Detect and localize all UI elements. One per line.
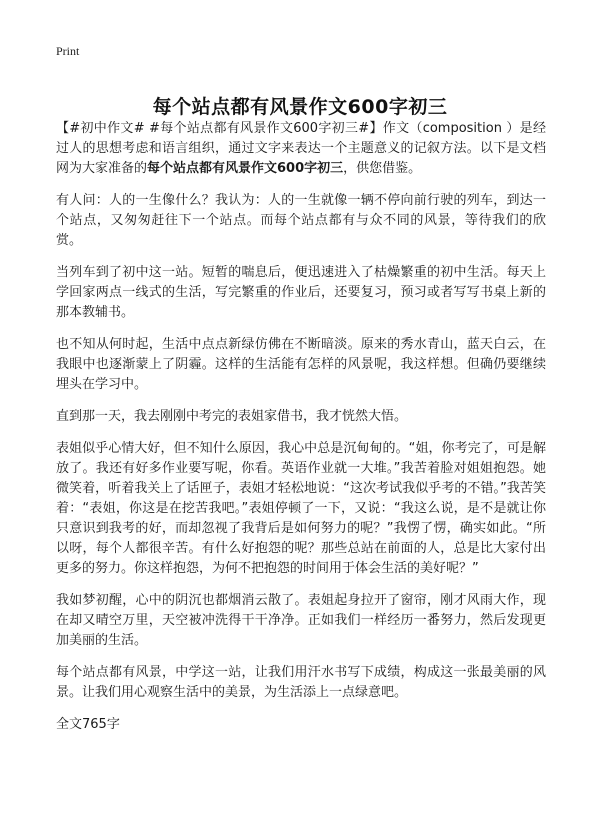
paragraph: 表姐似乎心情大好，但不知什么原因，我心中总是沉甸甸的。“姐，你考完了，可是解放了。我还有好多作业要写呢，你看。英语作业就一大堆。”我苦着脸对姐姐抱怨。她微笑着，听着我关上了话匣子，表姐才轻松地说：“这次考试我似乎考的不错。”我苦笑着：“表姐，你这是在挖苦我吧。”表姐停顿了一下，又说：“我这么说，是不是就让你只意识到我考的好，而却忽视了我背后是如何努力的呢？”我愣了愣，确实如此。“所以呀，每个人都很辛苦。有什么好抱怨的呢？那些总站在前面的人，总是比大家付出更多的努力。你这样抱怨，为何不把抱怨的时间用于体会生活的美好呢？”	[56, 441, 546, 576]
intro-tag: 【#初中作文# #每个站点都有风景作文600字初三#】	[56, 121, 383, 136]
article-body	[56, 119, 546, 735]
paragraph: 我如梦初醒，心中的阴沉也都烟消云散了。表姐起身拉开了窗帘，刚才风雨大作，现在却又晴空万里，天空被冲洗得干干净净。正如我们一样经历一番努力，然后发现更加美丽的生活。	[56, 593, 546, 648]
page-title: 每个站点都有风景作文600字初三	[152, 95, 448, 118]
word-count: 全文765字	[56, 717, 120, 732]
paragraph: 直到那一天，我去刚刚中考完的表姐家借书，我才恍然大悟。	[56, 409, 408, 424]
intro-paragraph	[56, 119, 546, 179]
paragraph: 每个站点都有风景，中学这一站，让我们用汗水书写下成绩，构成这一张最美丽的风景。让我们用心观察生活中的美景，为生活添上一点绿意吧。	[56, 665, 546, 700]
print-link[interactable]: Print	[56, 44, 80, 58]
intro-bold-title: 每个站点都有风景作文600字初三	[147, 161, 344, 176]
paragraph: 也不知从何时起，生活中点点新绿仿佛在不断暗淡。原来的秀水青山，蓝天白云，在我眼中也逐渐蒙上了阴霾。这样的生活能有怎样的风景呢，我这样想。但确仍要继续埋头在学习中。	[56, 337, 546, 392]
intro-ending: ，供您借鉴。	[343, 161, 422, 176]
paragraph: 当列车到了初中这一站。短暂的喘息后，便迅速进入了枯燥繁重的初中生活。每天上学回家两点一线式的生活，写完繁重的作业后，还要复习，预习或者写写书桌上新的那本教辅书。	[56, 265, 546, 320]
intro-text: 作文（composition ）是经过人的思想考虑和语言组织，通过文字来表达一个主题意义的记叙方法。以下是文档网为大家准备的	[56, 121, 546, 176]
paragraph: 有人问：人的一生像什么？我认为：人的一生就像一辆不停向前行驶的列车，到达一个站点，又匆匆赶往下一个站点。而每个站点都有与众不同的风景，等待我们的欣赏。	[56, 193, 546, 248]
